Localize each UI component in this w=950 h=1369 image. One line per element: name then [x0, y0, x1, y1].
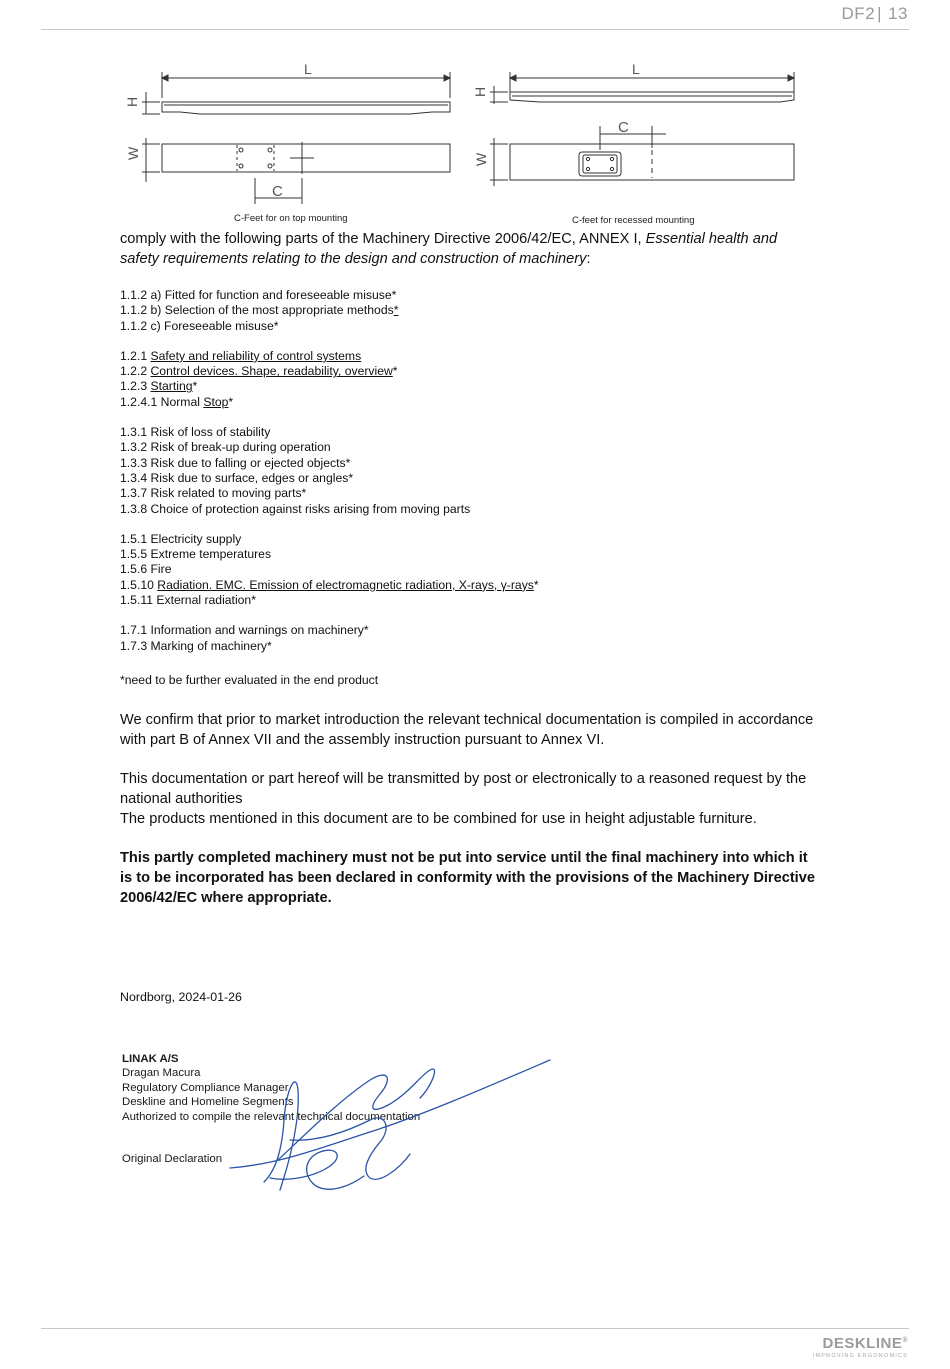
deskline-logo — [813, 1332, 908, 1359]
req-underlined: * — [393, 303, 399, 318]
confirm-paragraph: We confirm that prior to market introduction the relevant technical documentation is compiled in accordance with part B of Annex VII and the assembly instruction pursuant to Annex VI. — [120, 711, 814, 748]
requirements-group-1-7 — [120, 623, 820, 654]
req-text: * — [392, 364, 398, 379]
left-dim-c: C — [272, 183, 283, 200]
page-number: 13 — [888, 4, 908, 23]
intro-paragraph — [120, 229, 820, 269]
req-underlined: Control devices. Shape, readability, overview — [150, 364, 393, 379]
logo-wordmark — [813, 1332, 908, 1353]
requirements-group-1-2 — [120, 349, 820, 410]
transmit-paragraph: This documentation or part hereof will be transmitted by post or electronically to a reasoned request by the national authorities — [120, 770, 807, 807]
req-text: * — [192, 379, 198, 394]
logo-brand: DESKLINE — [822, 1335, 903, 1352]
right-dim-w: W — [473, 152, 489, 166]
logo-tagline: IMPROVING ERGONOMICS — [812, 1353, 908, 1359]
signatory-title: Regulatory Compliance Manager — [122, 1081, 289, 1094]
list-item: 1.7.1 Information and warnings on machinery* — [120, 623, 369, 638]
req-text: 1.2.4.1 Normal — [120, 394, 204, 409]
req-text: 1.2.3 — [120, 379, 151, 394]
list-item — [120, 364, 820, 379]
intro-prefix: comply with the following parts of the Machinery Directive 2006/42/EC, ANNEX I, — [120, 231, 646, 247]
declaration-body — [120, 229, 820, 908]
right-dim-l: L — [632, 61, 640, 77]
list-item: 1.3.4 Risk due to surface, edges or angles* — [120, 470, 354, 485]
list-item: 1.5.1 Electricity supply — [120, 531, 242, 546]
signatory-segment: Deskline and Homeline Segments — [122, 1096, 294, 1109]
header-separator: | — [877, 4, 883, 23]
req-text: * — [228, 394, 234, 409]
requirements-group-1-5 — [120, 532, 820, 608]
left-dim-l: L — [304, 61, 312, 77]
combine-paragraph: The products mentioned in this document are to be combined for use in height adjustable furniture. — [120, 810, 757, 827]
list-item: 1.1.2 c) Foreseeable misuse* — [120, 318, 279, 333]
req-underlined: Starting — [150, 379, 193, 394]
list-item: 1.3.8 Choice of protection against risks arising from moving parts — [120, 501, 471, 516]
req-text: 1.2.1 — [120, 348, 151, 363]
header-rule — [41, 29, 909, 30]
list-item: 1.5.11 External radiation* — [120, 593, 256, 608]
signatory-name: Dragan Macura — [122, 1067, 201, 1080]
doc-code: DF2 — [841, 4, 876, 23]
req-text: 1.2.2 — [120, 364, 151, 379]
requirements-group-1-1 — [120, 288, 820, 334]
list-item — [120, 395, 820, 410]
logo-registered-mark: ® — [902, 1337, 908, 1344]
signatory-authority: Authorized to compile the relevant technical documentation — [122, 1110, 421, 1123]
req-underlined: Stop — [203, 394, 229, 409]
requirements-group-1-3 — [120, 425, 820, 517]
list-item: 1.3.2 Risk of break-up during operation — [120, 440, 331, 455]
list-item — [120, 578, 820, 593]
handwritten-signature — [220, 1050, 560, 1200]
right-dim-h: H — [472, 86, 488, 97]
page-header — [842, 4, 908, 24]
list-item: 1.5.6 Fire — [120, 562, 172, 577]
place-date: Nordborg, 2024-01-26 — [120, 990, 242, 1004]
list-item: 1.7.3 Marking of machinery* — [120, 638, 272, 653]
left-drawing-caption: C-Feet for on top mounting — [234, 213, 348, 224]
list-item — [120, 379, 820, 394]
list-item — [120, 349, 820, 364]
warning-paragraph: This partly completed machinery must not be put into service until the final machinery into which it is to be incorporated has been declared in conformity with the provisions of the Machinery Directive 2006/42/EC where appropriate. — [120, 849, 815, 906]
left-profile-shape — [162, 102, 450, 114]
req-text: * — [533, 577, 539, 592]
right-dim-c: C — [618, 119, 629, 136]
req-text: 1.5.10 — [120, 577, 158, 592]
list-item: 1.3.3 Risk due to falling or ejected objects* — [120, 455, 351, 470]
footer-rule — [41, 1328, 909, 1329]
list-item: 1.3.1 Risk of loss of stability — [120, 425, 271, 440]
req-underlined: Safety and reliability of control systems — [150, 348, 362, 363]
intro-suffix: : — [586, 251, 591, 267]
list-item: 1.5.5 Extreme temperatures — [120, 547, 272, 562]
req-text: 1.1.2 b) Selection of the most appropriate methods — [120, 303, 394, 318]
left-dim-h: H — [124, 96, 140, 107]
right-profile-shape — [510, 92, 794, 102]
list-item: 1.1.2 a) Fitted for function and foreseeable misuse* — [120, 288, 397, 302]
original-declaration: Original Declaration — [122, 1153, 223, 1165]
list-item: 1.3.7 Risk related to moving parts* — [120, 486, 307, 501]
evaluation-note: *need to be further evaluated in the end product — [120, 672, 379, 687]
intro-italic: Essential health and safety requirements relating to the design and construction of machinery — [120, 231, 778, 267]
list-item — [120, 303, 820, 318]
company-name: LINAK A/S — [122, 1053, 179, 1065]
signature-block — [120, 1050, 470, 1200]
technical-drawings — [120, 58, 810, 230]
left-dim-w: W — [125, 146, 141, 160]
c-feet-drawing — [120, 58, 810, 230]
req-underlined: Radiation. EMC. Emission of electromagnetic radiation, X-rays, γ-rays — [157, 577, 534, 592]
right-drawing-caption: C-feet for recessed mounting — [572, 215, 695, 226]
